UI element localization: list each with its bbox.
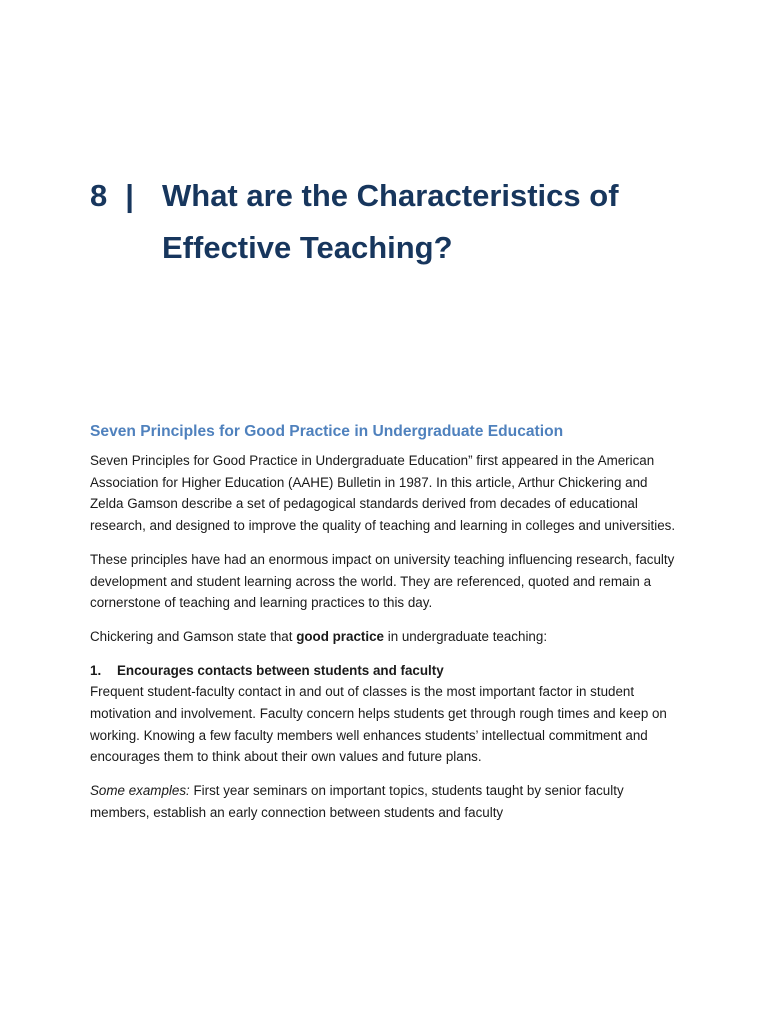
chapter-title-text-2: Effective Teaching? <box>162 230 453 265</box>
examples-text: First year seminars on important topics, students taught by senior faculty members, establish an early connection between students and faculty <box>90 783 624 820</box>
good-practice-emphasis: good practice <box>296 628 384 644</box>
chapter-title-line-1 <box>90 170 710 222</box>
section-heading: Seven Principles for Good Practice in Undergraduate Education <box>90 423 564 440</box>
examples-paragraph <box>90 780 680 823</box>
body-content <box>90 420 680 836</box>
chapter-number: 8 <box>90 178 108 213</box>
impact-paragraph: These principles have had an enormous impact on university teaching influencing research, faculty development and student learning across the world. They are referenced, quoted and remain a cornerstone of teaching and learning practices to this day. <box>90 551 675 611</box>
good-practice-lead: Chickering and Gamson state that <box>90 628 297 644</box>
chapter-title-line-2 <box>90 222 710 274</box>
examples-label: Some examples: <box>90 783 190 799</box>
principle-heading <box>90 660 680 682</box>
principle-number: 1. <box>90 662 102 678</box>
chapter-title-text-1: What are the Characteristics of <box>162 178 619 213</box>
good-practice-tail: in undergraduate teaching: <box>384 628 548 644</box>
principle-title: Encourages contacts between students and faculty <box>117 662 444 678</box>
chapter-number-group <box>90 170 162 222</box>
good-practice-paragraph <box>90 626 680 648</box>
intro-paragraph: Seven Principles for Good Practice in Undergraduate Education” first appeared in the American Association for Higher Education (AAHE) Bulletin in 1987. In this article, Arthur Chickering and Zelda Gamson describe a set of pedagogical standards derived from decades of educational research, and designed to improve the quality of teaching and learning in colleges and universities. <box>90 453 676 534</box>
chapter-title <box>90 170 710 274</box>
principle-description: Frequent student-faculty contact in and out of classes is the most important factor in student motivation and involvement. Faculty concern helps students get through rough times and keep on working. Knowing a few faculty members well enhances students’ intellectual commitment and encourages them to think about their own values and future plans. <box>90 684 667 765</box>
chapter-separator: | <box>125 178 134 213</box>
